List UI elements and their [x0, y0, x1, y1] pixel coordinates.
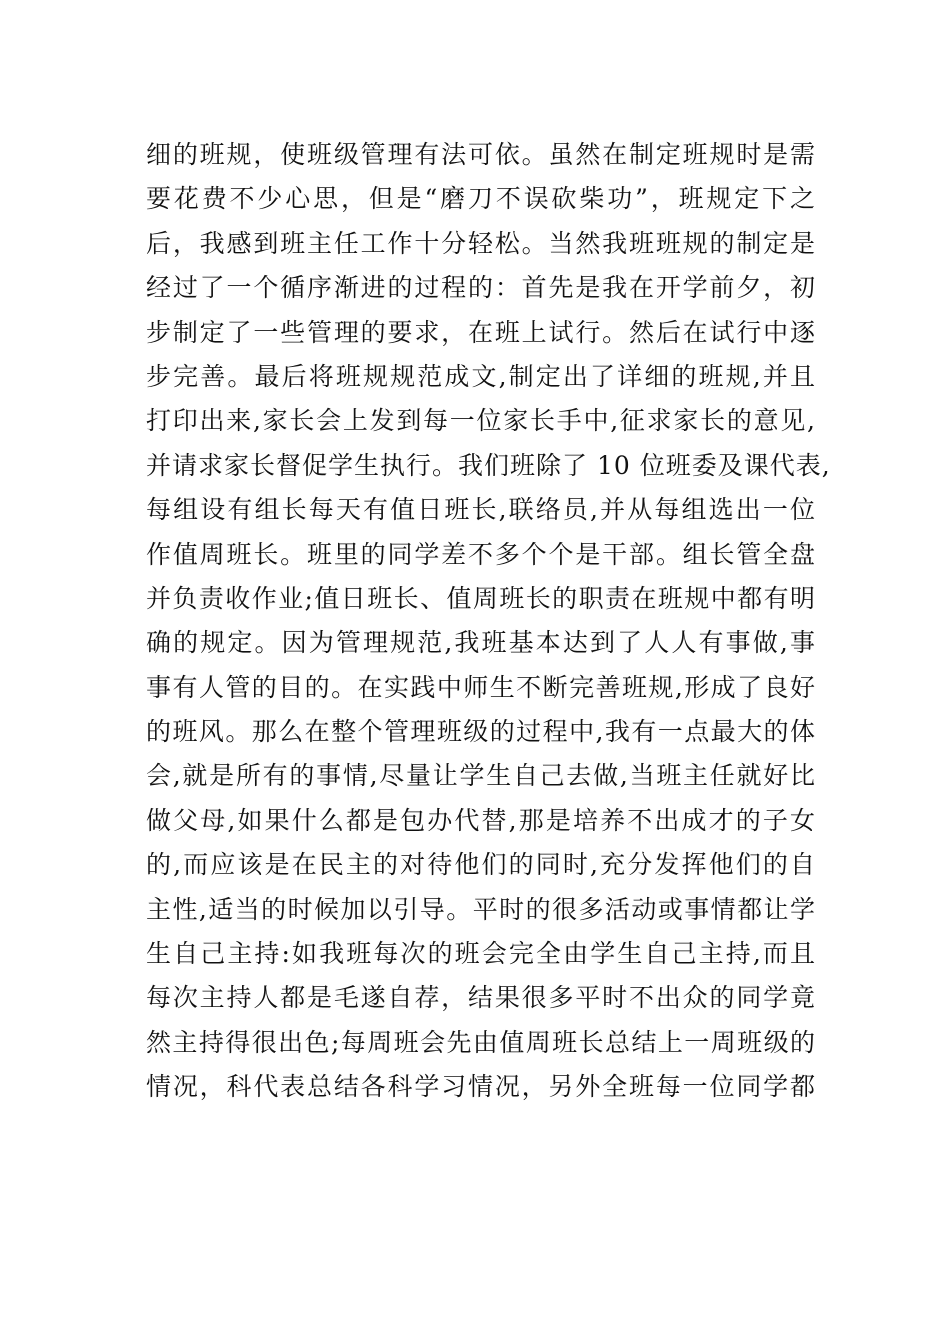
- text-line: 作值周班长。班里的同学差不多个个是干部。组长管全盘: [146, 539, 816, 569]
- text-line: 情况，科代表总结各科学习情况，另外全班每一位同学都: [146, 1072, 816, 1102]
- text-line: 每组设有组长每天有值日班长,联络员,并从每组选出一位: [146, 495, 816, 525]
- text-line: 的班风。那么在整个管理班级的过程中,我有一点最大的体: [146, 717, 816, 747]
- text-line: 步制定了一些管理的要求，在班上试行。然后在试行中逐: [146, 317, 816, 347]
- text-line: 并负责收作业;值日班长、值周班长的职责在班规中都有明: [146, 583, 816, 613]
- text-line: 步完善。最后将班规规范成文,制定出了详细的班规,并且: [146, 361, 816, 391]
- text-line: 会,就是所有的事情,尽量让学生自己去做,当班主任就好比: [146, 761, 816, 791]
- text-line: 确的规定。因为管理规范,我班基本达到了人人有事做,事: [146, 628, 816, 658]
- text-line: 打印出来,家长会上发到每一位家长手中,征求家长的意见,: [146, 406, 816, 436]
- text-line: 细的班规，使班级管理有法可依。虽然在制定班规时是需: [146, 140, 816, 169]
- text-line: 要花费不少心思，但是“磨刀不误砍柴功”，班规定下之: [146, 184, 816, 214]
- text-line: 每次主持人都是毛遂自荐，结果很多平时不出众的同学竟: [146, 983, 816, 1013]
- text-line: 并请求家长督促学生执行。我们班除了 10 位班委及课代表,: [146, 450, 831, 480]
- text-line: 做父母,如果什么都是包办代替,那是培养不出成才的子女: [146, 805, 816, 835]
- text-line: 经过了一个循序渐进的过程的：首先是我在开学前夕，初: [146, 273, 816, 303]
- text-line: 的,而应该是在民主的对待他们的同时,充分发挥他们的自: [146, 850, 816, 880]
- text-line: 后，我感到班主任工作十分轻松。当然我班班规的制定是: [146, 228, 816, 258]
- text-line: 事有人管的目的。在实践中师生不断完善班规,形成了良好: [146, 672, 816, 702]
- text-line: 生自己主持:如我班每次的班会完全由学生自己主持,而且: [146, 939, 816, 969]
- text-line: 主性,适当的时候加以引导。平时的很多活动或事情都让学: [146, 894, 816, 924]
- body-paragraph: [146, 133, 831, 1110]
- text-line: 然主持得很出色;每周班会先由值周班长总结上一周班级的: [146, 1027, 816, 1057]
